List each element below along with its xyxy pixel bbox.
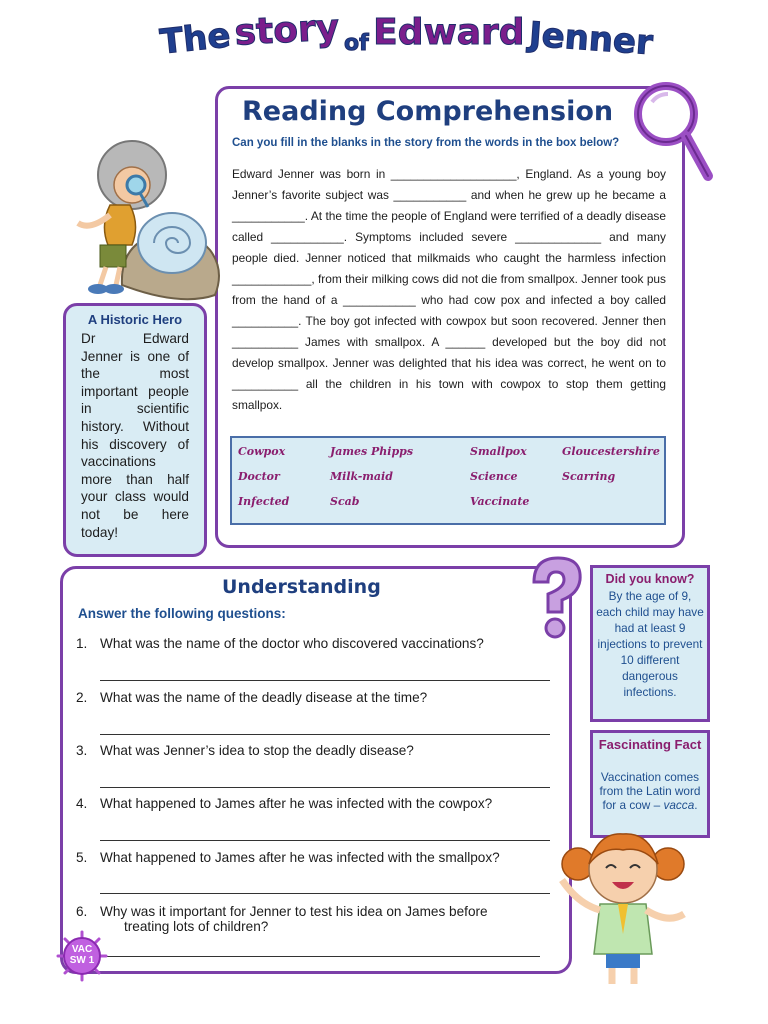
- question-item: 5. What happened to James after he was infected with the smallpox?: [76, 850, 500, 865]
- reading-heading: Reading Comprehension: [242, 96, 614, 127]
- question-item: 4. What happened to James after he was infected with the cowpox?: [76, 796, 493, 811]
- fascinating-fact-heading: Fascinating Fact: [598, 737, 702, 752]
- title-word-of: of: [343, 31, 369, 56]
- word-bank-item: Vaccinate: [470, 495, 530, 508]
- answer-line[interactable]: [100, 787, 550, 788]
- answer-instruction: Answer the following questions:: [78, 606, 286, 621]
- answer-line[interactable]: [100, 956, 540, 957]
- title-word-jenner: Jenner: [527, 14, 655, 64]
- word-bank-item: Science: [470, 470, 518, 483]
- understanding-heading: Understanding: [222, 576, 381, 598]
- historic-hero-heading: A Historic Hero: [87, 312, 183, 327]
- did-you-know-heading: Did you know?: [605, 572, 695, 586]
- word-bank-item: Smallpox: [470, 445, 527, 458]
- word-bank-item: Scab: [330, 495, 360, 508]
- word-bank-item: Doctor: [238, 470, 280, 483]
- answer-line[interactable]: [100, 680, 550, 681]
- word-bank-item: Scarring: [562, 470, 616, 483]
- badge-label: VAC SW 1: [69, 944, 95, 966]
- word-bank-item: James Phipps: [330, 445, 414, 458]
- girl-illustration: [548, 824, 698, 984]
- magnifying-glass-icon: [628, 76, 718, 186]
- question-mark-icon: [520, 552, 590, 642]
- scientist-illustration: [60, 135, 230, 310]
- story-paragraph: Edward Jenner was born in ___________________, England. As a young boy Jenner’s favorite subject was ___________ and when he grew up he became a ___________. At the time the people of England were terrified of a deadly disease called ___________. Symptoms included severe _____________ and many people died. Jenner noticed that milkmaids who caught the harmless infection ____________, from their milking cows did not die from smallpox. Jenner took pus from the hand of a ___________ who had cow pox and infected a boy called __________. The boy got infected with cowpox but soon recovered. Jenner then __________ James with smallpox. A ______ developed but the boy did not develop smallpox. Jenner was delighted that his idea was correct, he went on to __________ all the children in his town with cowpox to stop them getting smallpox.: [232, 167, 666, 412]
- title-word-edward: Edward: [373, 12, 525, 53]
- question-item: 2. What was the name of the deadly disease at the time?: [76, 690, 428, 705]
- historic-hero-text: Dr Edward Jenner is one of the most important people in scientific history. Without his discovery of vaccinations more than half your class would not be here today!: [81, 331, 189, 540]
- word-bank-item: Milk-maid: [330, 470, 393, 483]
- did-you-know-text: By the age of 9, each child may have had at least 9 injections to prevent 10 different dangerous infections.: [596, 589, 704, 699]
- question-item: 6. Why was it important for Jenner to test his idea on James before treating lots of children?: [76, 904, 488, 934]
- word-bank-box: [230, 436, 666, 525]
- question-item: 1. What was the name of the doctor who discovered vaccinations?: [76, 636, 484, 651]
- word-bank-item: Gloucestershire: [562, 445, 660, 458]
- answer-line[interactable]: [100, 840, 550, 841]
- title-word-story: story: [233, 7, 341, 54]
- word-bank-item: Infected: [238, 495, 290, 508]
- title-word-the: The: [158, 15, 233, 63]
- reading-instruction: Can you fill in the blanks in the story from the words in the box below?: [232, 137, 620, 149]
- page-title: [158, 7, 720, 78]
- fascinating-fact-text: Vaccination comes from the Latin word for a cow – vacca.: [599, 770, 701, 812]
- answer-line[interactable]: [100, 734, 550, 735]
- word-bank-item: Cowpox: [238, 445, 286, 458]
- answer-line[interactable]: [100, 893, 550, 894]
- question-item: 3. What was Jenner’s idea to stop the deadly disease?: [76, 743, 414, 758]
